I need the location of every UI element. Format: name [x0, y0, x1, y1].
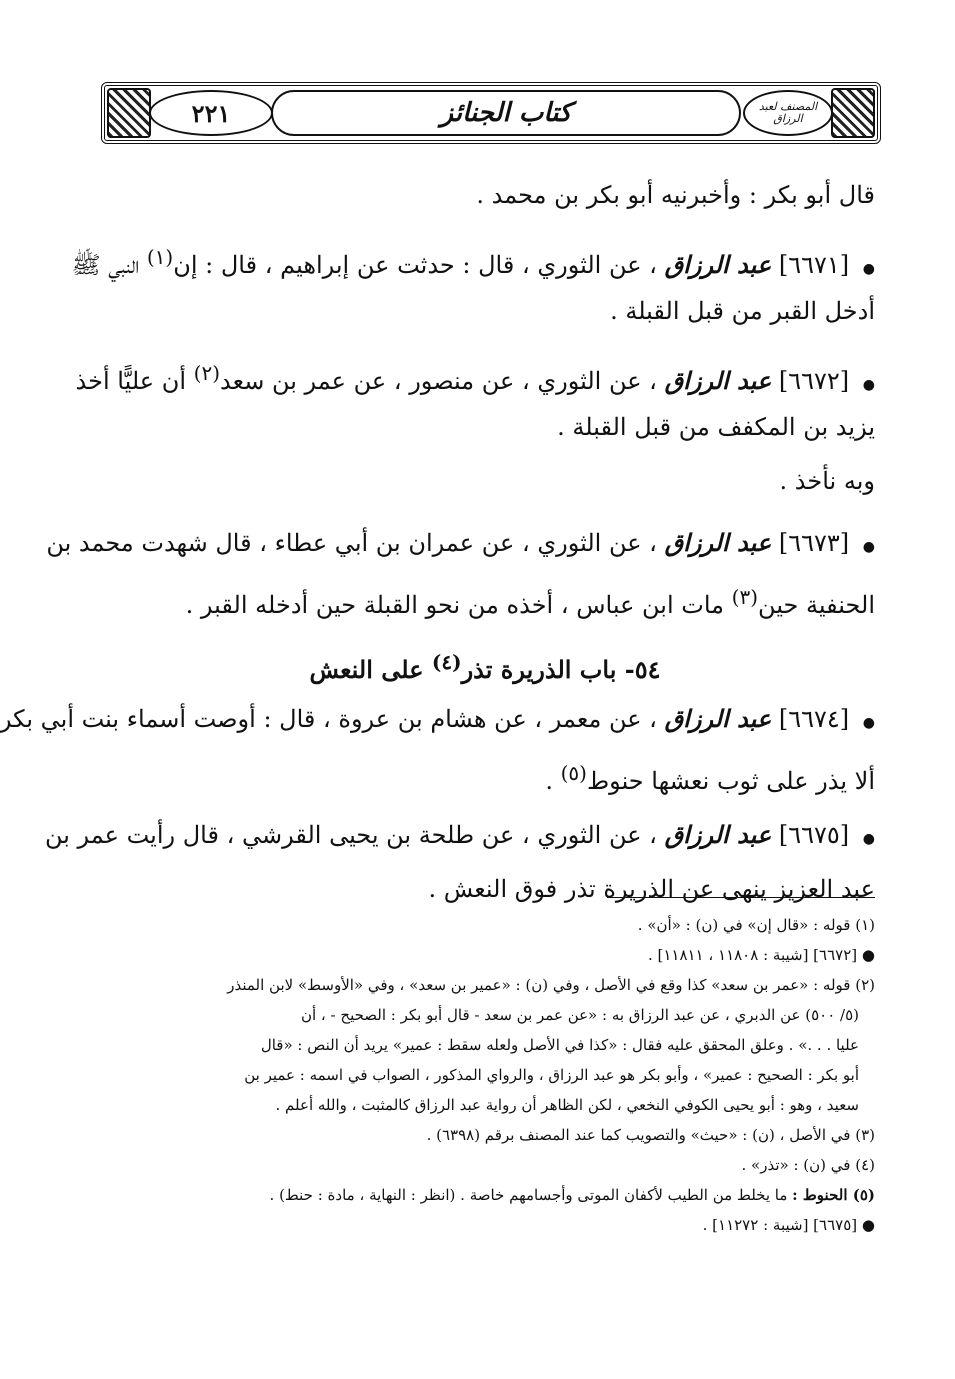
page-header	[101, 82, 881, 144]
bullet-icon: ●	[862, 539, 875, 555]
footnote-2-cont: سعيد ، وهو : أبو يحيى الكوفي النخعي ، لكن الظاهر أن رواية عبد الرزاق كالمثبت ، والله أعلم .	[275, 1096, 859, 1114]
footnote-3: (٣) في الأصل ، (ن) : «حيث» والتصويب كما عند المصنف برقم (٦٣٩٨) .	[426, 1126, 875, 1144]
text-line	[71, 230, 875, 284]
footnote-2-cont: عليا . . .» . وعلق المحقق عليه فقال : «كذا في الأصل ولعله سقط : عمير» يريد أن النص : «قال	[260, 1036, 859, 1054]
chapter-title: على النعش	[309, 655, 424, 684]
text-line	[95, 570, 875, 624]
bullet-icon: ●	[862, 831, 875, 847]
footnote-ref[interactable]: (٢)	[193, 361, 221, 385]
footnote-5	[95, 1180, 875, 1210]
bullet-icon: ●	[862, 261, 875, 277]
text-line: يزيد بن المكفف من قبل القبلة .	[557, 413, 875, 441]
text-line	[44, 808, 875, 862]
footnote-ref[interactable]: (١)	[146, 245, 174, 269]
text-line	[0, 692, 875, 746]
footnote-ref[interactable]: (٤)	[431, 650, 462, 674]
footnote-term: (٥) الحنوط :	[792, 1186, 875, 1204]
text-line	[75, 346, 875, 400]
narrator: عبد الرزاق	[664, 250, 772, 279]
hadith-number: [٦٦٧٢]	[778, 367, 850, 395]
text-segment: .	[545, 767, 553, 795]
narrator: عبد الرزاق	[664, 366, 772, 395]
footnote-4: (٤) في (ن) : «تذر» .	[741, 1156, 875, 1174]
footnote-2: (٢) قوله : «عمر بن سعد» كذا وقع في الأصل ، وفي (ن) : «عمير بن سعد» ، وفي «الأوسط» لابن المنذر	[227, 976, 875, 994]
page-number: ٢٢١	[149, 90, 273, 136]
takhrij-6672: ● [٦٦٧٢] [شيبة : ١١٨٠٨ ، ١١٨١١] .	[647, 946, 875, 964]
text-line: أدخل القبر من قبل القبلة .	[610, 297, 875, 325]
hadith-number: [٦٦٧١]	[778, 251, 850, 279]
bullet-icon: ●	[862, 715, 875, 731]
footnote-ref[interactable]: (٥)	[560, 761, 587, 785]
text-line: عبد العزيز ينهى عن الذريرة تذر فوق النعش .	[428, 875, 875, 903]
footnote-2-cont: أبو بكر : الصحيح : عمير» ، وأبو بكر هو عبد الرزاق ، والرواي المذكور ، الصواب في اسمه : عمير بن	[244, 1066, 859, 1084]
hadith-6674	[0, 692, 875, 800]
text-segment: أن عليًّا أخذ	[75, 367, 187, 395]
footnote-2-cont: (٥/ ٥٠٠) عن الدبري ، عن عبد الرزاق به : «عن عمر بن سعد - قال أبو بكر : الصحيح - ، أن	[300, 1006, 859, 1024]
footnote-ref[interactable]: (٣)	[731, 585, 759, 609]
footnotes	[95, 910, 875, 1240]
text-segment: ، عن الثوري ، عن طلحة بن يحيى القرشي ، قال رأيت عمر بن	[44, 821, 657, 849]
text-segment: ، عن الثوري ، عن منصور ، عن عمر بن سعد	[220, 367, 657, 395]
takhrij-6675: ● [٦٦٧٥] [شيبة : ١١٢٧٢] .	[702, 1216, 875, 1234]
hadith-number: [٦٦٧٤]	[778, 705, 850, 733]
hadith-6671	[71, 230, 875, 338]
text-segment: النبي ﷺ	[71, 251, 140, 279]
book-title: كتاب الجنائز	[271, 90, 741, 136]
narrator: عبد الرزاق	[664, 820, 772, 849]
hadith-6672	[75, 346, 875, 508]
footnote-text: ما يخلط من الطيب لأكفان الموتى وأجسامهم خاصة . (انظر : النهاية ، مادة : حنط) .	[269, 1186, 788, 1204]
paragraph-intro	[95, 168, 875, 222]
text-segment: ، عن معمر ، عن هشام بن عروة ، قال : أوصت أسماء بنت أبي بكر	[0, 705, 657, 733]
text-line: قال أبو بكر : وأخبرنيه أبو بكر بن محمد .	[476, 181, 875, 209]
footnote-1: (١) قوله : «قال إن» في (ن) : «أن» .	[637, 916, 875, 934]
hadith-number: [٦٦٧٣]	[778, 529, 850, 557]
ornament-left	[107, 88, 151, 138]
footnote-divider	[607, 897, 875, 898]
text-line: وبه نأخذ .	[779, 467, 875, 495]
text-segment: الحنفية حين	[758, 591, 875, 619]
narrator: عبد الرزاق	[664, 528, 772, 557]
text-line	[95, 746, 875, 800]
text-segment: ألا يذر على ثوب نعشها حنوط	[586, 767, 875, 795]
chapter-heading	[95, 632, 875, 692]
series-logo: المصنف لعبد الرزاق	[743, 90, 833, 136]
bullet-icon: ●	[862, 377, 875, 393]
narrator: عبد الرزاق	[664, 704, 772, 733]
main-text	[0, 168, 875, 924]
hadith-6673	[46, 516, 875, 624]
text-segment: ، عن الثوري ، عن عمران بن أبي عطاء ، قال شهدت محمد بن	[46, 529, 657, 557]
hadith-6675	[44, 808, 875, 916]
ornament-right	[831, 88, 875, 138]
chapter-title: ٥٤- باب الذريرة تذر	[461, 655, 661, 684]
text-segment: مات ابن عباس ، أخذه من نحو القبلة حين أدخله القبر .	[185, 591, 725, 619]
text-line	[46, 516, 875, 570]
text-segment: ، عن الثوري ، قال : حدثت عن إبراهيم ، قال : إن	[173, 251, 657, 279]
hadith-number: [٦٦٧٥]	[778, 821, 850, 849]
